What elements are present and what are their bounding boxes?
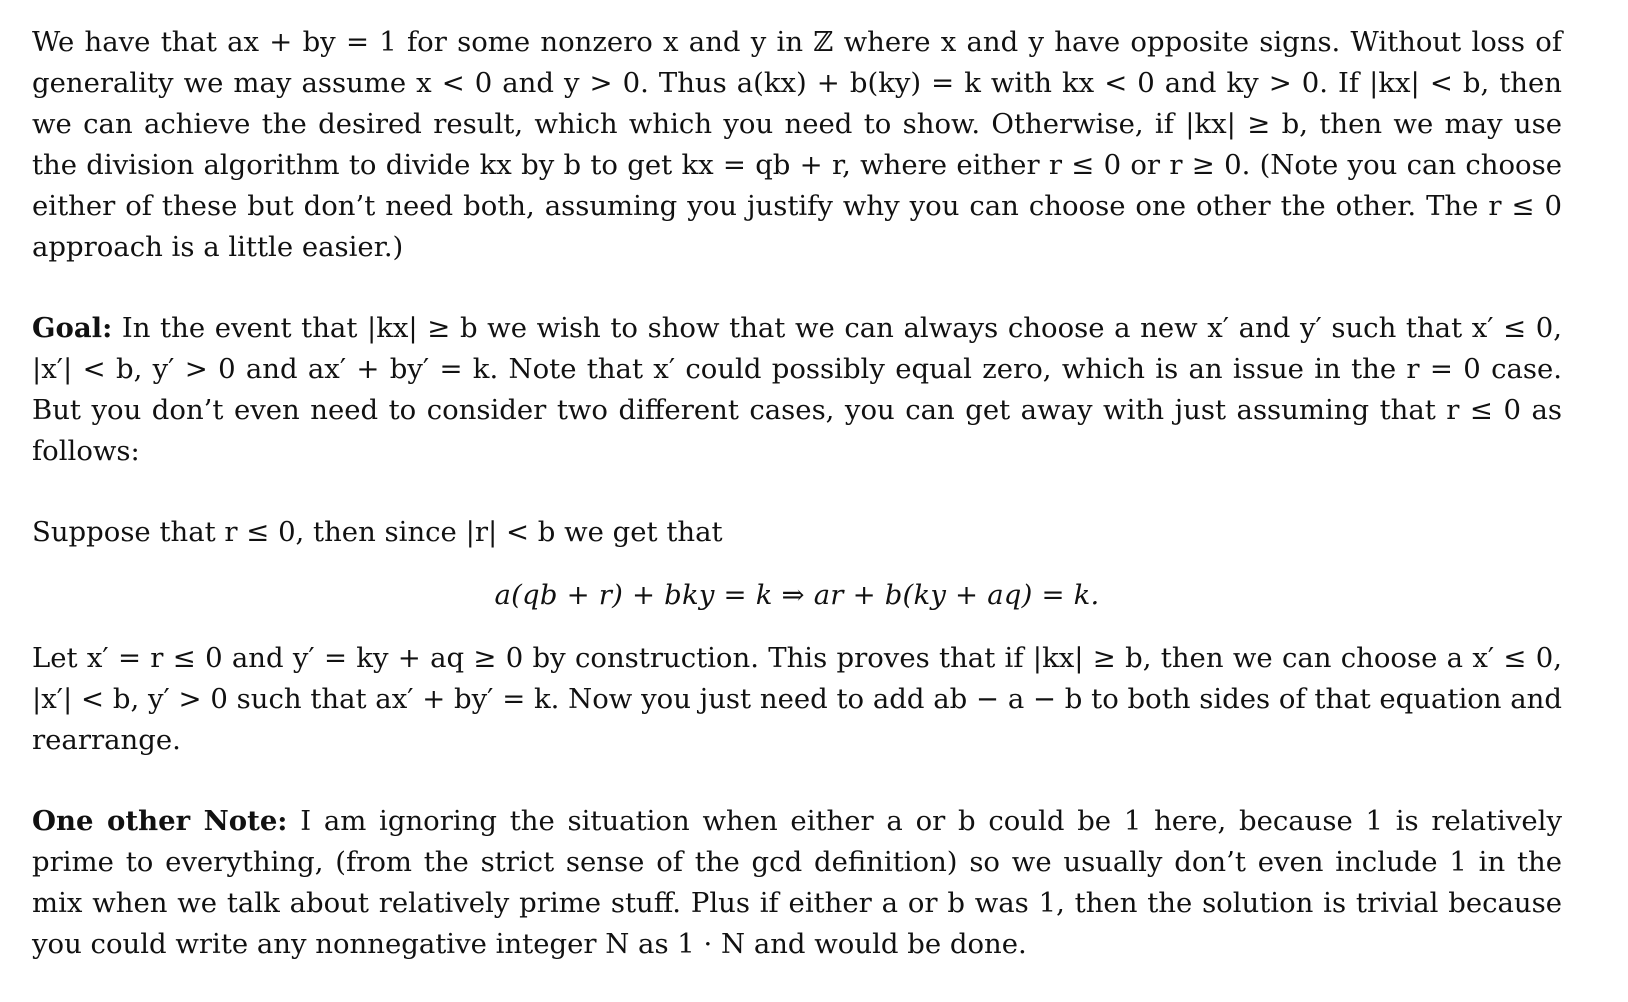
paragraph-intro: We have that ax + by = 1 for some nonzero x and y in ℤ where x and y have opposite signs. Without loss of generality we may assume x < 0 and y > 0. Thus a(kx) + b(ky) = k with kx < 0 and ky > 0. If |kx| < b, then we can achieve the desired result, which which you need to show. Otherwise, if |kx| ≥ b, then we may use the division algorithm to divide kx by b to get kx = qb + r, where either r ≤ 0 or r ≥ 0. (Note you can choose either of these but don’t need both, assuming you justify why you can choose one other the other. The r ≤ 0 approach is a little easier.): [32, 26, 1562, 263]
paragraph-goal: [32, 308, 1562, 472]
goal-text: In the event that |kx| ≥ b we wish to show that we can always choose a new x′ and y′ such that x′ ≤ 0, |x′| < b, y′ > 0 and ax′ + by′ = k. Note that x′ could possibly equal zero, which is an issue in the r = 0 case. But you don’t even need to consider two different cases, you can get away with just assuming that r ≤ 0 as follows:: [32, 312, 1562, 467]
paragraph-construction: Let x′ = r ≤ 0 and y′ = ky + aq ≥ 0 by construction. This proves that if |kx| ≥ b, then we can choose a x′ ≤ 0, |x′| < b, y′ > 0 such that ax′ + by′ = k. Now you just need to add ab − a − b to both sides of that equation and rearrange.: [32, 642, 1562, 756]
goal-label: Goal:: [32, 312, 113, 344]
paragraph-note: [32, 801, 1562, 965]
note-text: I am ignoring the situation when either a or b could be 1 here, because 1 is relatively prime to everything, (from the strict sense of the gcd definition) so we usually don’t even include 1 in the mix when we talk about relatively prime stuff. Plus if either a or b was 1, then the solution is trivial because you could write any nonnegative integer N as 1 · N and would be done.: [32, 805, 1562, 960]
paragraph-suppose: Suppose that r ≤ 0, then since |r| < b we get that: [32, 516, 723, 548]
document-page: [32, 22, 1562, 965]
display-equation: a(qb + r) + bky = k ⇒ ar + b(ky + aq) = k.: [494, 579, 1100, 611]
note-label: One other Note:: [32, 805, 288, 837]
